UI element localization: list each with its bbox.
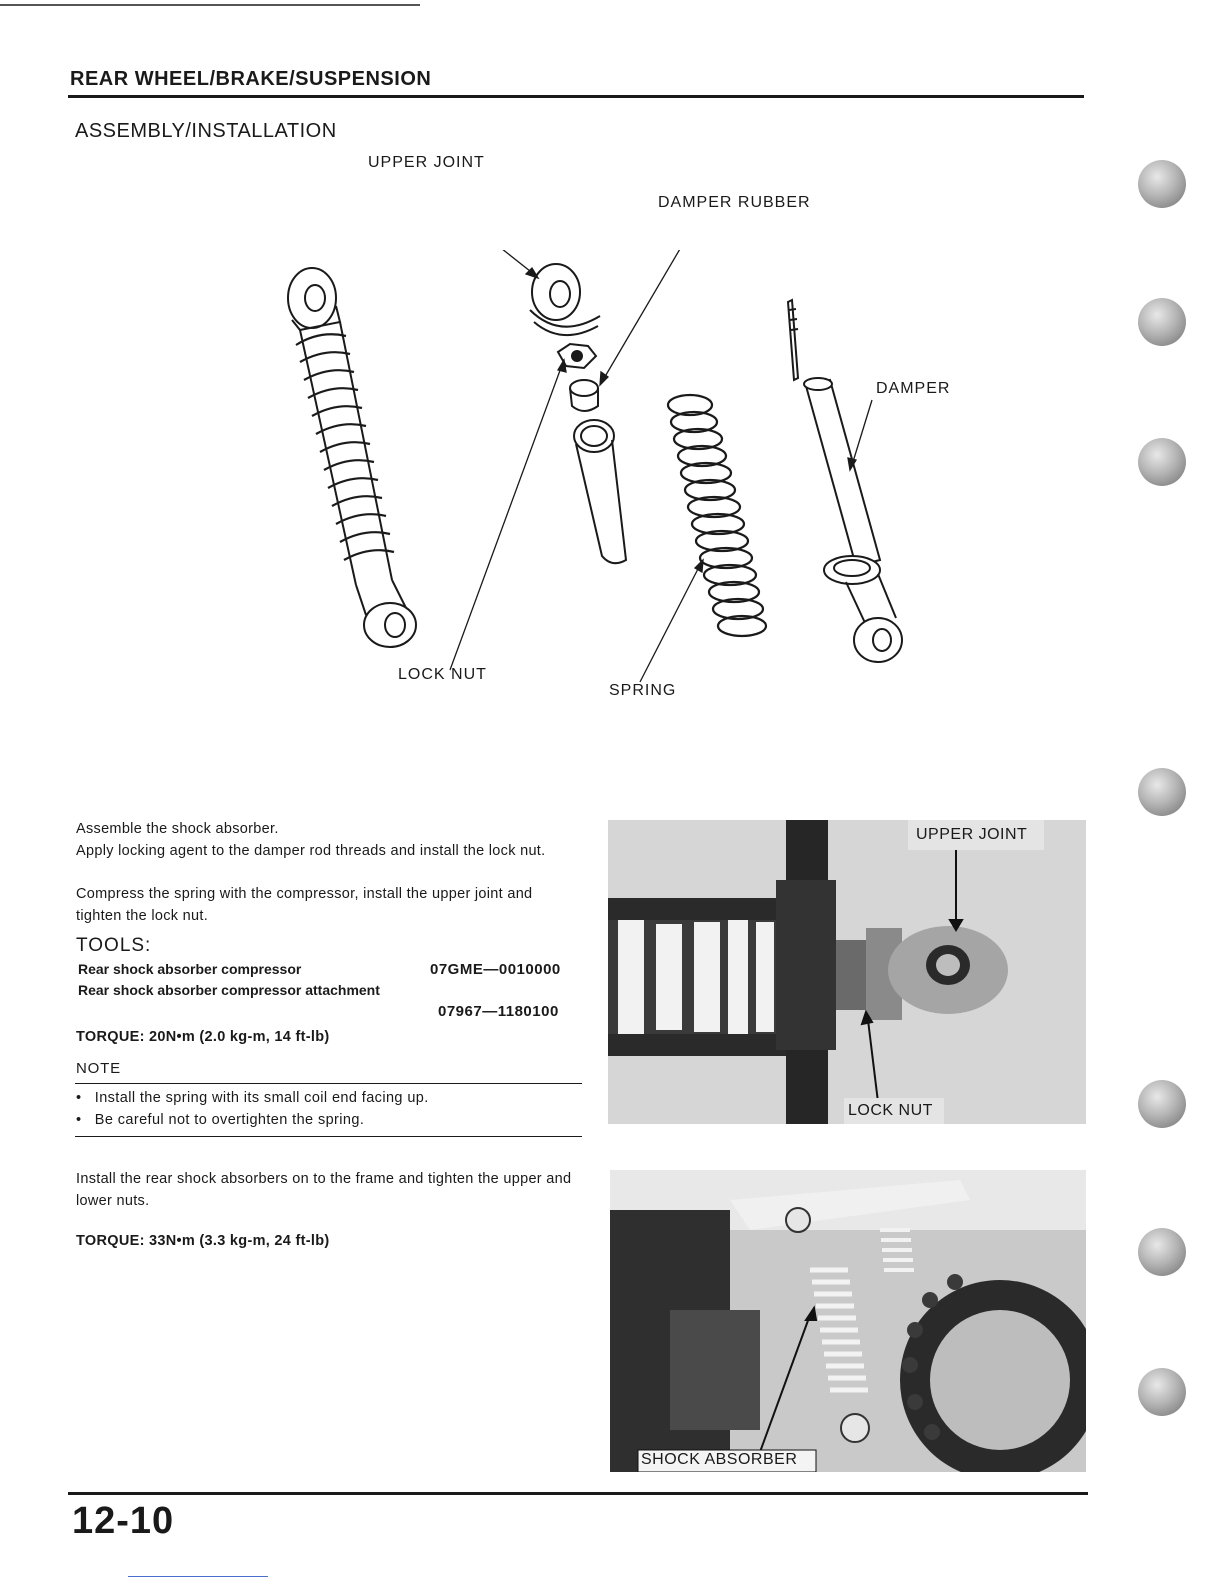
label-spring: SPRING [609, 682, 677, 699]
note-bottom-rule [75, 1136, 582, 1137]
bullet-dot: • [76, 1090, 95, 1106]
damper-rubber-illustration [570, 380, 598, 411]
tool-1-part-number: 07GME—0010000 [430, 961, 561, 978]
photo1-label-upper-joint: UPPER JOINT [916, 826, 1028, 843]
instruction-step2: Install the rear shock absorbers on to the frame and tighten the upper and lower nuts. [76, 1171, 572, 1209]
note-top-rule [75, 1083, 582, 1084]
sleeve-illustration [574, 420, 626, 563]
index-tab-1 [1138, 160, 1186, 208]
label-damper: DAMPER [876, 380, 951, 397]
photo-installed-drawing [610, 1170, 1086, 1472]
tool-2-part-number: 07967—1180100 [438, 1003, 559, 1020]
note-1-text: Install the spring with its small coil end facing up. [94, 1090, 429, 1106]
note-2-text: Be careful not to overtighten the spring. [94, 1112, 365, 1128]
damper-illustration [788, 300, 902, 662]
label-upper-joint: UPPER JOINT [368, 154, 485, 171]
shock-absorber-exploded-diagram [260, 250, 940, 690]
note-bullet-1 [76, 1090, 429, 1106]
torque-spec-1: TORQUE: 20N•m (2.0 kg-m, 14 ft-lb) [76, 1029, 330, 1045]
page-number: 12-10 [72, 1500, 175, 1542]
photo-compressor-drawing [608, 820, 1086, 1124]
torque-spec-2: TORQUE: 33N•m (3.3 kg-m, 24 ft-lb) [76, 1233, 330, 1249]
tool-1-name: Rear shock absorber compressor [78, 961, 302, 977]
subsection-title: ASSEMBLY/INSTALLATION [75, 120, 337, 142]
label-damper-rubber: DAMPER RUBBER [658, 194, 811, 211]
section-title: REAR WHEEL/BRAKE/SUSPENSION [70, 68, 432, 90]
bottom-blue-rule [128, 1576, 268, 1577]
note-bullet-2 [76, 1112, 364, 1128]
tool-2-name: Rear shock absorber compressor attachment [78, 982, 380, 998]
bullet-dot: • [76, 1112, 95, 1128]
photo-compressor-assembly [608, 820, 1086, 1124]
index-tab-4 [1138, 768, 1186, 816]
upper-joint-illustration [530, 264, 600, 335]
instruction-step1-line1: Assemble the shock absorber. [76, 821, 279, 837]
index-tab-2 [1138, 298, 1186, 346]
assembled-shock-illustration [288, 268, 416, 647]
photo2-label-shock-absorber: SHOCK ABSORBER [641, 1451, 798, 1468]
top-edge-rule [0, 4, 420, 6]
index-tab-6 [1138, 1228, 1186, 1276]
index-tab-7 [1138, 1368, 1186, 1416]
index-tab-3 [1138, 438, 1186, 486]
tools-heading: TOOLS: [76, 935, 152, 956]
instruction-step1-line3: Compress the spring with the compressor, install the upper joint and tighten the lock nut. [76, 886, 533, 924]
footer-rule [68, 1492, 1088, 1495]
header-rule [68, 95, 1084, 98]
photo1-label-lock-nut: LOCK NUT [848, 1102, 933, 1119]
instruction-step1-line2: Apply locking agent to the damper rod threads and install the lock nut. [76, 843, 546, 859]
note-heading: NOTE [76, 1060, 121, 1077]
photo-installed-shock-absorbers [610, 1170, 1086, 1472]
index-tab-5 [1138, 1080, 1186, 1128]
label-lock-nut: LOCK NUT [398, 666, 487, 683]
